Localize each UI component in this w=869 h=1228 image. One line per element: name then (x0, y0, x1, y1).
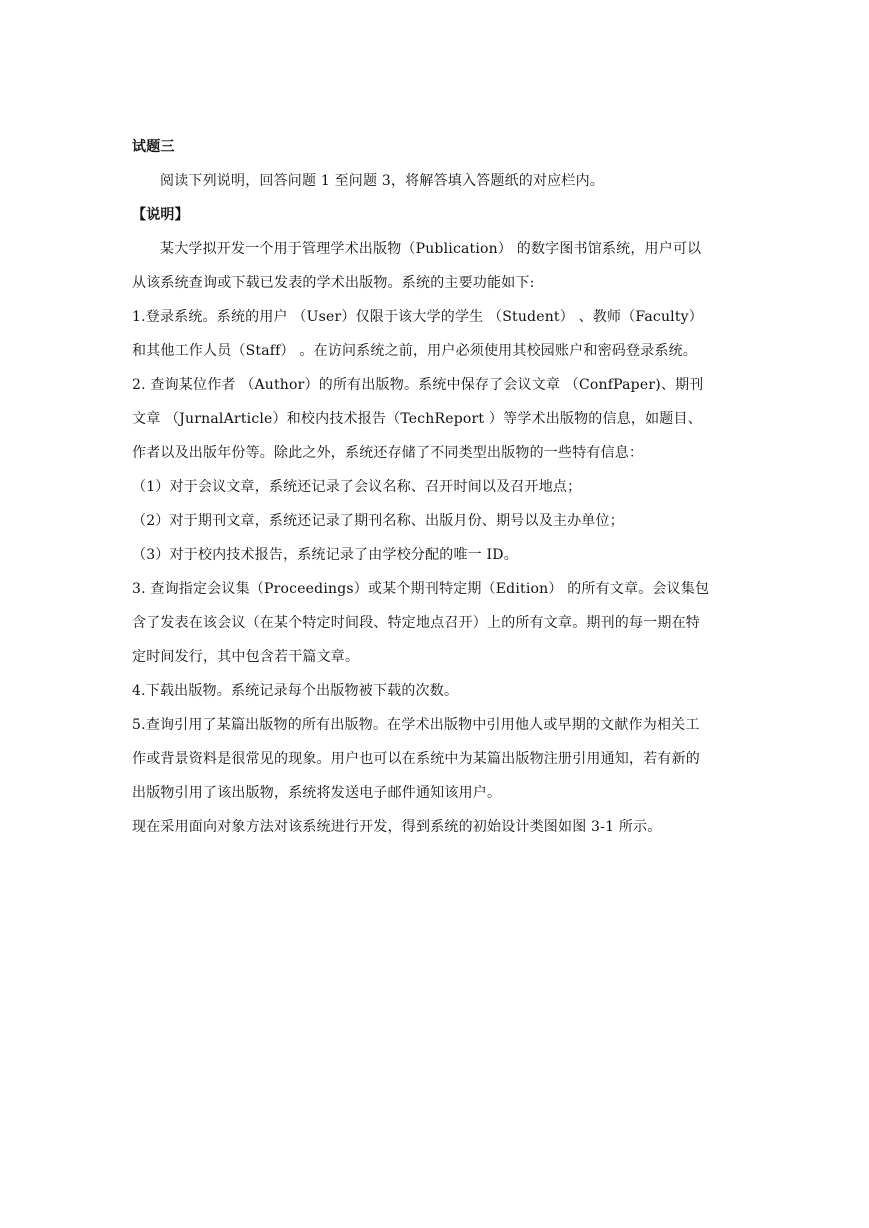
paragraph-line: 出版物引用了该出版物，系统将发送电子邮件通知该用户。 (132, 785, 502, 801)
paragraph-line: 文章 （JurnalArticle）和校内技术报告（TechReport ）等学术出版物的信息，如题目、 (132, 411, 702, 427)
section-label: 【说明】 (132, 207, 189, 223)
paragraph-line: 5.查询引用了某篇出版物的所有出版物。在学术出版物中引用他人或早期的文献作为相关工 (132, 717, 700, 733)
paragraph-line: 2. 查询某位作者 （Author）的所有出版物。系统中保存了会议文章 （ConfPaper)、期刊 (132, 377, 704, 393)
paragraph-line: 现在采用面向对象方法对该系统进行开发，得到系统的初始设计类图如图 3-1 所示。 (132, 819, 662, 835)
paragraph-line: 某大学拟开发一个用于管理学术出版物（Publication） 的数字图书馆系统，用户可以 (160, 241, 702, 257)
paragraph-line: 1.登录系统。系统的用户 （User）仅限于该大学的学生 （Student） 、教师（Faculty） (132, 309, 703, 325)
question-title: 试题三 (132, 139, 175, 155)
paragraph-line: 从该系统查询或下载已发表的学术出版物。系统的主要功能如下: (132, 275, 535, 291)
paragraph-line: 含了发表在该会议（在某个特定时间段、特定地点召开）上的所有文章。期刊的每一期在特 (132, 615, 700, 631)
paragraph-line: 作者以及出版年份等。除此之外，系统还存储了不同类型出版物的一些特有信息： (132, 445, 644, 461)
paragraph-line: 4.下载出版物。系统记录每个出版物被下载的次数。 (132, 683, 459, 699)
document-body (132, 130, 742, 844)
list-item: （3）对于校内技术报告，系统记录了由学校分配的唯一 ID。 (132, 547, 518, 563)
list-item: （1）对于会议文章，系统还记录了会议名称、召开时间以及召开地点； (132, 479, 582, 495)
paragraph-line: 3. 查询指定会议集（Proceedings）或某个期刊特定期（Edition） 的所有文章。会议集包 (132, 581, 710, 597)
instruction-line: 阅读下列说明，回答问题 1 至问题 3，将解答填入答题纸的对应栏内。 (160, 173, 604, 189)
paragraph-line: 定时间发行，其中包含若干篇文章。 (132, 649, 360, 665)
list-item: （2）对于期刊文章，系统还记录了期刊名称、出版月份、期号以及主办单位； (132, 513, 624, 529)
paragraph-line: 和其他工作人员（Staff） 。在访问系统之前，用户必须使用其校园账户和密码登录系统。 (132, 343, 697, 359)
paragraph-line: 作或背景资料是很常见的现象。用户也可以在系统中为某篇出版物注册引用通知，若有新的 (132, 751, 700, 767)
